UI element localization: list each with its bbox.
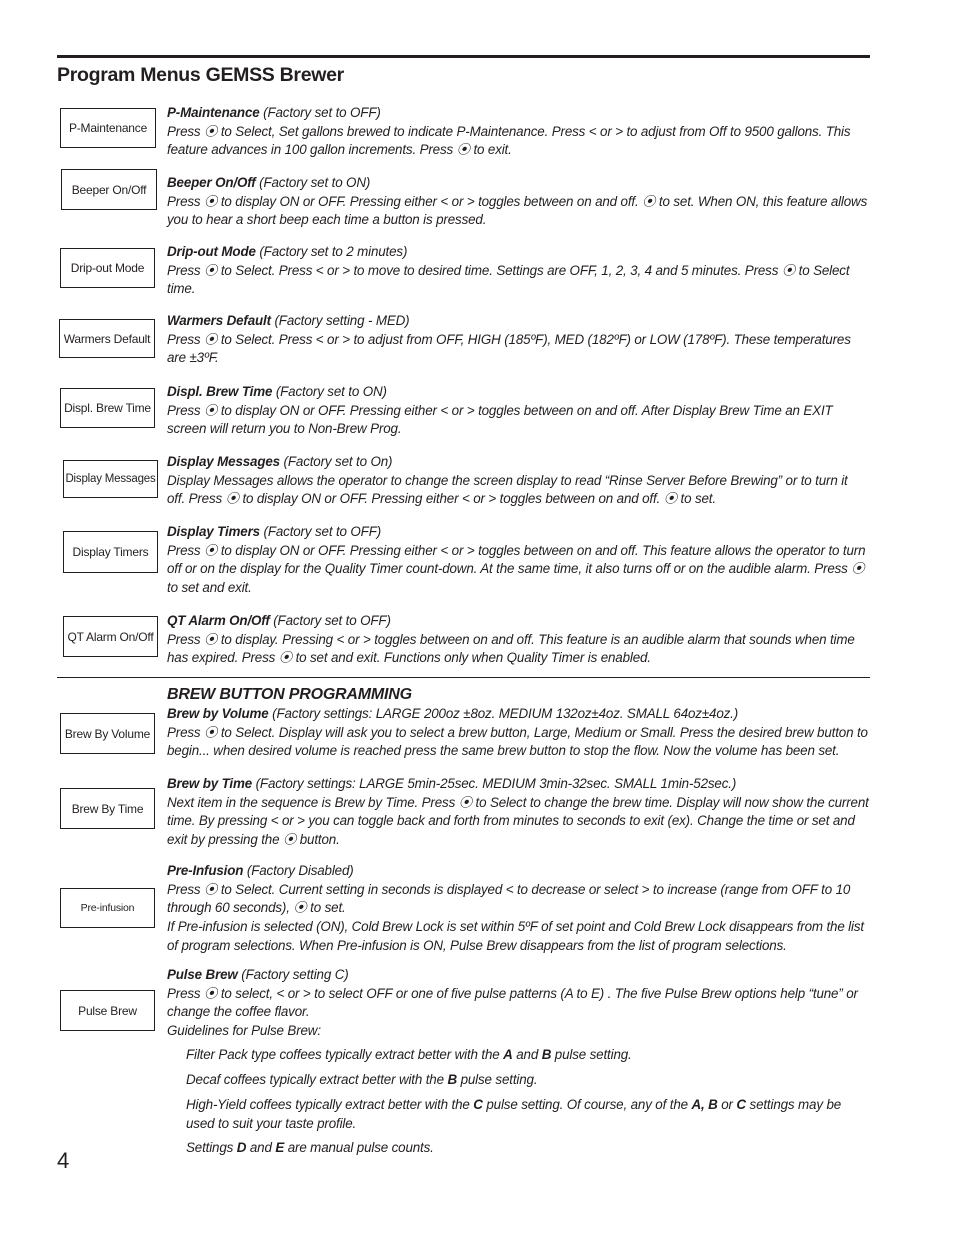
factory-setting: (Factory set to OFF) [259, 105, 381, 120]
section-divider [57, 677, 870, 678]
menu-heading: Display Messages [167, 454, 280, 469]
brew-by-volume-button: Brew By Volume [60, 713, 155, 754]
page-title: Program Menus GEMSS Brewer [57, 64, 344, 86]
factory-setting: (Factory setting - MED) [270, 313, 410, 328]
menu-heading: Brew by Volume [167, 706, 269, 721]
top-rule [57, 55, 870, 58]
displ-brew-time-description [167, 383, 869, 439]
p-maintenance-button: P-Maintenance [60, 108, 156, 148]
menu-body: Next item in the sequence is Brew by Time. Press ⦿ to Select to change the brew time. Display will now show the current time. By pressing < or > you can toggle back and forth from minutes to seconds to exit (ex). Change the time or set and exit by pressing the ⦿ button. [167, 794, 869, 848]
factory-setting: (Factory set to On) [279, 454, 393, 469]
menu-body: Display Messages allows the operator to change the screen display to read “Rinse Server Before Brewing” or to turn it off. Press ⦿ to display ON or OFF. Pressing either < or > toggles between on and off. ⦿ to set. [167, 472, 848, 507]
menu-body: Press ⦿ to Select, Set gallons brewed to indicate P-Maintenance. Press < or > to adjust from Off to 9500 gallons. This feature advances in 100 gallon increments. Press ⦿ to exit. [167, 123, 851, 158]
pulse-brew-button: Pulse Brew [60, 990, 155, 1031]
brew-by-volume-title-line [167, 705, 869, 724]
display-timers-title-line [167, 523, 869, 542]
brew-button-programming-heading: BREW BUTTON PROGRAMMING [167, 686, 412, 703]
menu-body: Press ⦿ to display ON or OFF. Pressing either < or > toggles between on and off. After Display Brew Time an EXIT screen will return you to Non-Brew Prog. [167, 402, 833, 437]
guideline-filter-pack: Filter Pack type coffees typically extract better with the A and B pulse setting. [186, 1047, 632, 1062]
factory-setting: (Factory set to 2 minutes) [255, 244, 408, 259]
pre-infusion-description [167, 862, 869, 956]
pulse-brew-description [167, 966, 869, 1041]
menu-heading: Display Timers [167, 524, 260, 539]
factory-setting: (Factory set to OFF) [269, 613, 391, 628]
menu-body: Press ⦿ to Select. Press < or > to adjust from OFF, HIGH (185ºF), MED (182ºF) or LOW (178ºF). These temperatures are ±3ºF. [167, 331, 851, 366]
drip-out-mode-description [167, 243, 869, 299]
brew-by-time-description [167, 775, 869, 850]
beeper-on-off-button: Beeper On/Off [61, 169, 157, 210]
display-timers-description [167, 523, 869, 598]
guideline-decaf: Decaf coffees typically extract better with the B pulse setting. [186, 1072, 538, 1087]
p-maintenance-title-line [167, 104, 869, 123]
displ-brew-time-button: Displ. Brew Time [60, 388, 155, 428]
menu-heading: Beeper On/Off [167, 175, 256, 190]
guidelines-intro: Guidelines for Pulse Brew: [167, 1023, 321, 1039]
factory-setting: (Factory setting C) [237, 967, 349, 982]
brew-by-volume-description [167, 705, 869, 761]
brew-by-time-button: Brew By Time [60, 788, 155, 829]
drip-out-mode-button: Drip-out Mode [60, 248, 155, 288]
menu-body: Press ⦿ to display. Pressing < or > toggles between on and off. This feature is an audible alarm that sounds when time has expired. Press ⦿ to set and exit. Functions only when Quality Timer is enabled. [167, 631, 855, 666]
factory-setting: (Factory set to ON) [272, 384, 387, 399]
menu-heading: Pre-Infusion [167, 863, 244, 878]
qt-alarm-title-line [167, 612, 869, 631]
display-messages-title-line [167, 453, 869, 472]
display-timers-button: Display Timers [63, 531, 158, 573]
menu-body: Press ⦿ to select, < or > to select OFF or one of five pulse patterns (A to E) . The five Pulse Brew options help “tune” or change the coffee flavor. [167, 985, 858, 1020]
menu-body: Press ⦿ to Select. Current setting in seconds is displayed < to decrease or select > to increase (range from OFF to 10 through 60 seconds), ⦿ to set. [167, 881, 851, 916]
pulse-brew-title-line [167, 966, 869, 985]
warmers-default-description [167, 312, 869, 368]
warmers-default-button: Warmers Default [59, 319, 155, 358]
displ-brew-time-title-line [167, 383, 869, 402]
menu-heading: Pulse Brew [167, 967, 238, 982]
guideline-manual-settings: Settings D and E are manual pulse counts. [186, 1140, 434, 1155]
p-maintenance-description [167, 104, 869, 160]
warmers-title-line [167, 312, 869, 331]
display-messages-button: Display Messages [63, 460, 158, 498]
menu-heading: Warmers Default [167, 313, 271, 328]
guideline-high-yield: High-Yield coffees typically extract better with the C pulse setting. Of course, any of the A, B or C settings may be used to suit your taste profile. [186, 1097, 842, 1131]
menu-heading: Brew by Time [167, 776, 253, 791]
beeper-on-off-description [167, 174, 869, 230]
display-messages-description [167, 453, 869, 509]
menu-heading: Drip-out Mode [167, 244, 256, 259]
factory-setting: (Factory Disabled) [243, 863, 354, 878]
menu-body: Press ⦿ to Select. Press < or > to move to desired time. Settings are OFF, 1, 2, 3, 4 and 5 minutes. Press ⦿ to Select time. [167, 262, 850, 297]
menu-body: Press ⦿ to display ON or OFF. Pressing either < or > toggles between on and off. This feature allows the operator to turn off or on the display for the Quality Timer count-down. At the same time, it also turns off or on the audible alarm. Press ⦿ to set and exit. [167, 542, 866, 596]
menu-heading: P-Maintenance [167, 105, 260, 120]
menu-body: Press ⦿ to display ON or OFF. Pressing either < or > toggles between on and off. ⦿ to set. When ON, this feature allows you to hear a short beep each time a button is pressed. [167, 193, 868, 228]
menu-body-note: If Pre-infusion is selected (ON), Cold Brew Lock is set within 5ºF of set point and Cold Brew Lock disappears from the list of program selections. When Pre-infusion is ON, Pulse Brew disappears from the list of program selections. [167, 919, 864, 953]
factory-setting: (Factory settings: LARGE 5min-25sec. MEDIUM 3min-32sec. SMALL 1min-52sec.) [252, 776, 737, 791]
pre-infusion-button: Pre-infusion [60, 888, 155, 928]
menu-heading: Displ. Brew Time [167, 384, 273, 399]
factory-setting: (Factory set to ON) [255, 175, 371, 190]
page-number: 4 [57, 1148, 70, 1173]
menu-body: Press ⦿ to Select. Display will ask you to select a brew button, Large, Medium or Small. Press the desired brew button to begin... when desired volume is reached press the same brew button to stop the flow. Now the volume has been set. [167, 724, 868, 759]
qt-alarm-description [167, 612, 869, 668]
qt-alarm-on-off-button: QT Alarm On/Off [63, 616, 158, 657]
brew-by-time-title-line [167, 775, 869, 794]
pre-infusion-title-line [167, 862, 869, 881]
factory-setting: (Factory settings: LARGE 200oz ±8oz. MEDIUM 132oz±4oz. SMALL 64oz±4oz.) [268, 706, 739, 721]
factory-setting: (Factory set to OFF) [259, 524, 382, 539]
drip-out-title-line [167, 243, 869, 262]
menu-heading: QT Alarm On/Off [167, 613, 270, 628]
beeper-title-line [167, 174, 869, 193]
